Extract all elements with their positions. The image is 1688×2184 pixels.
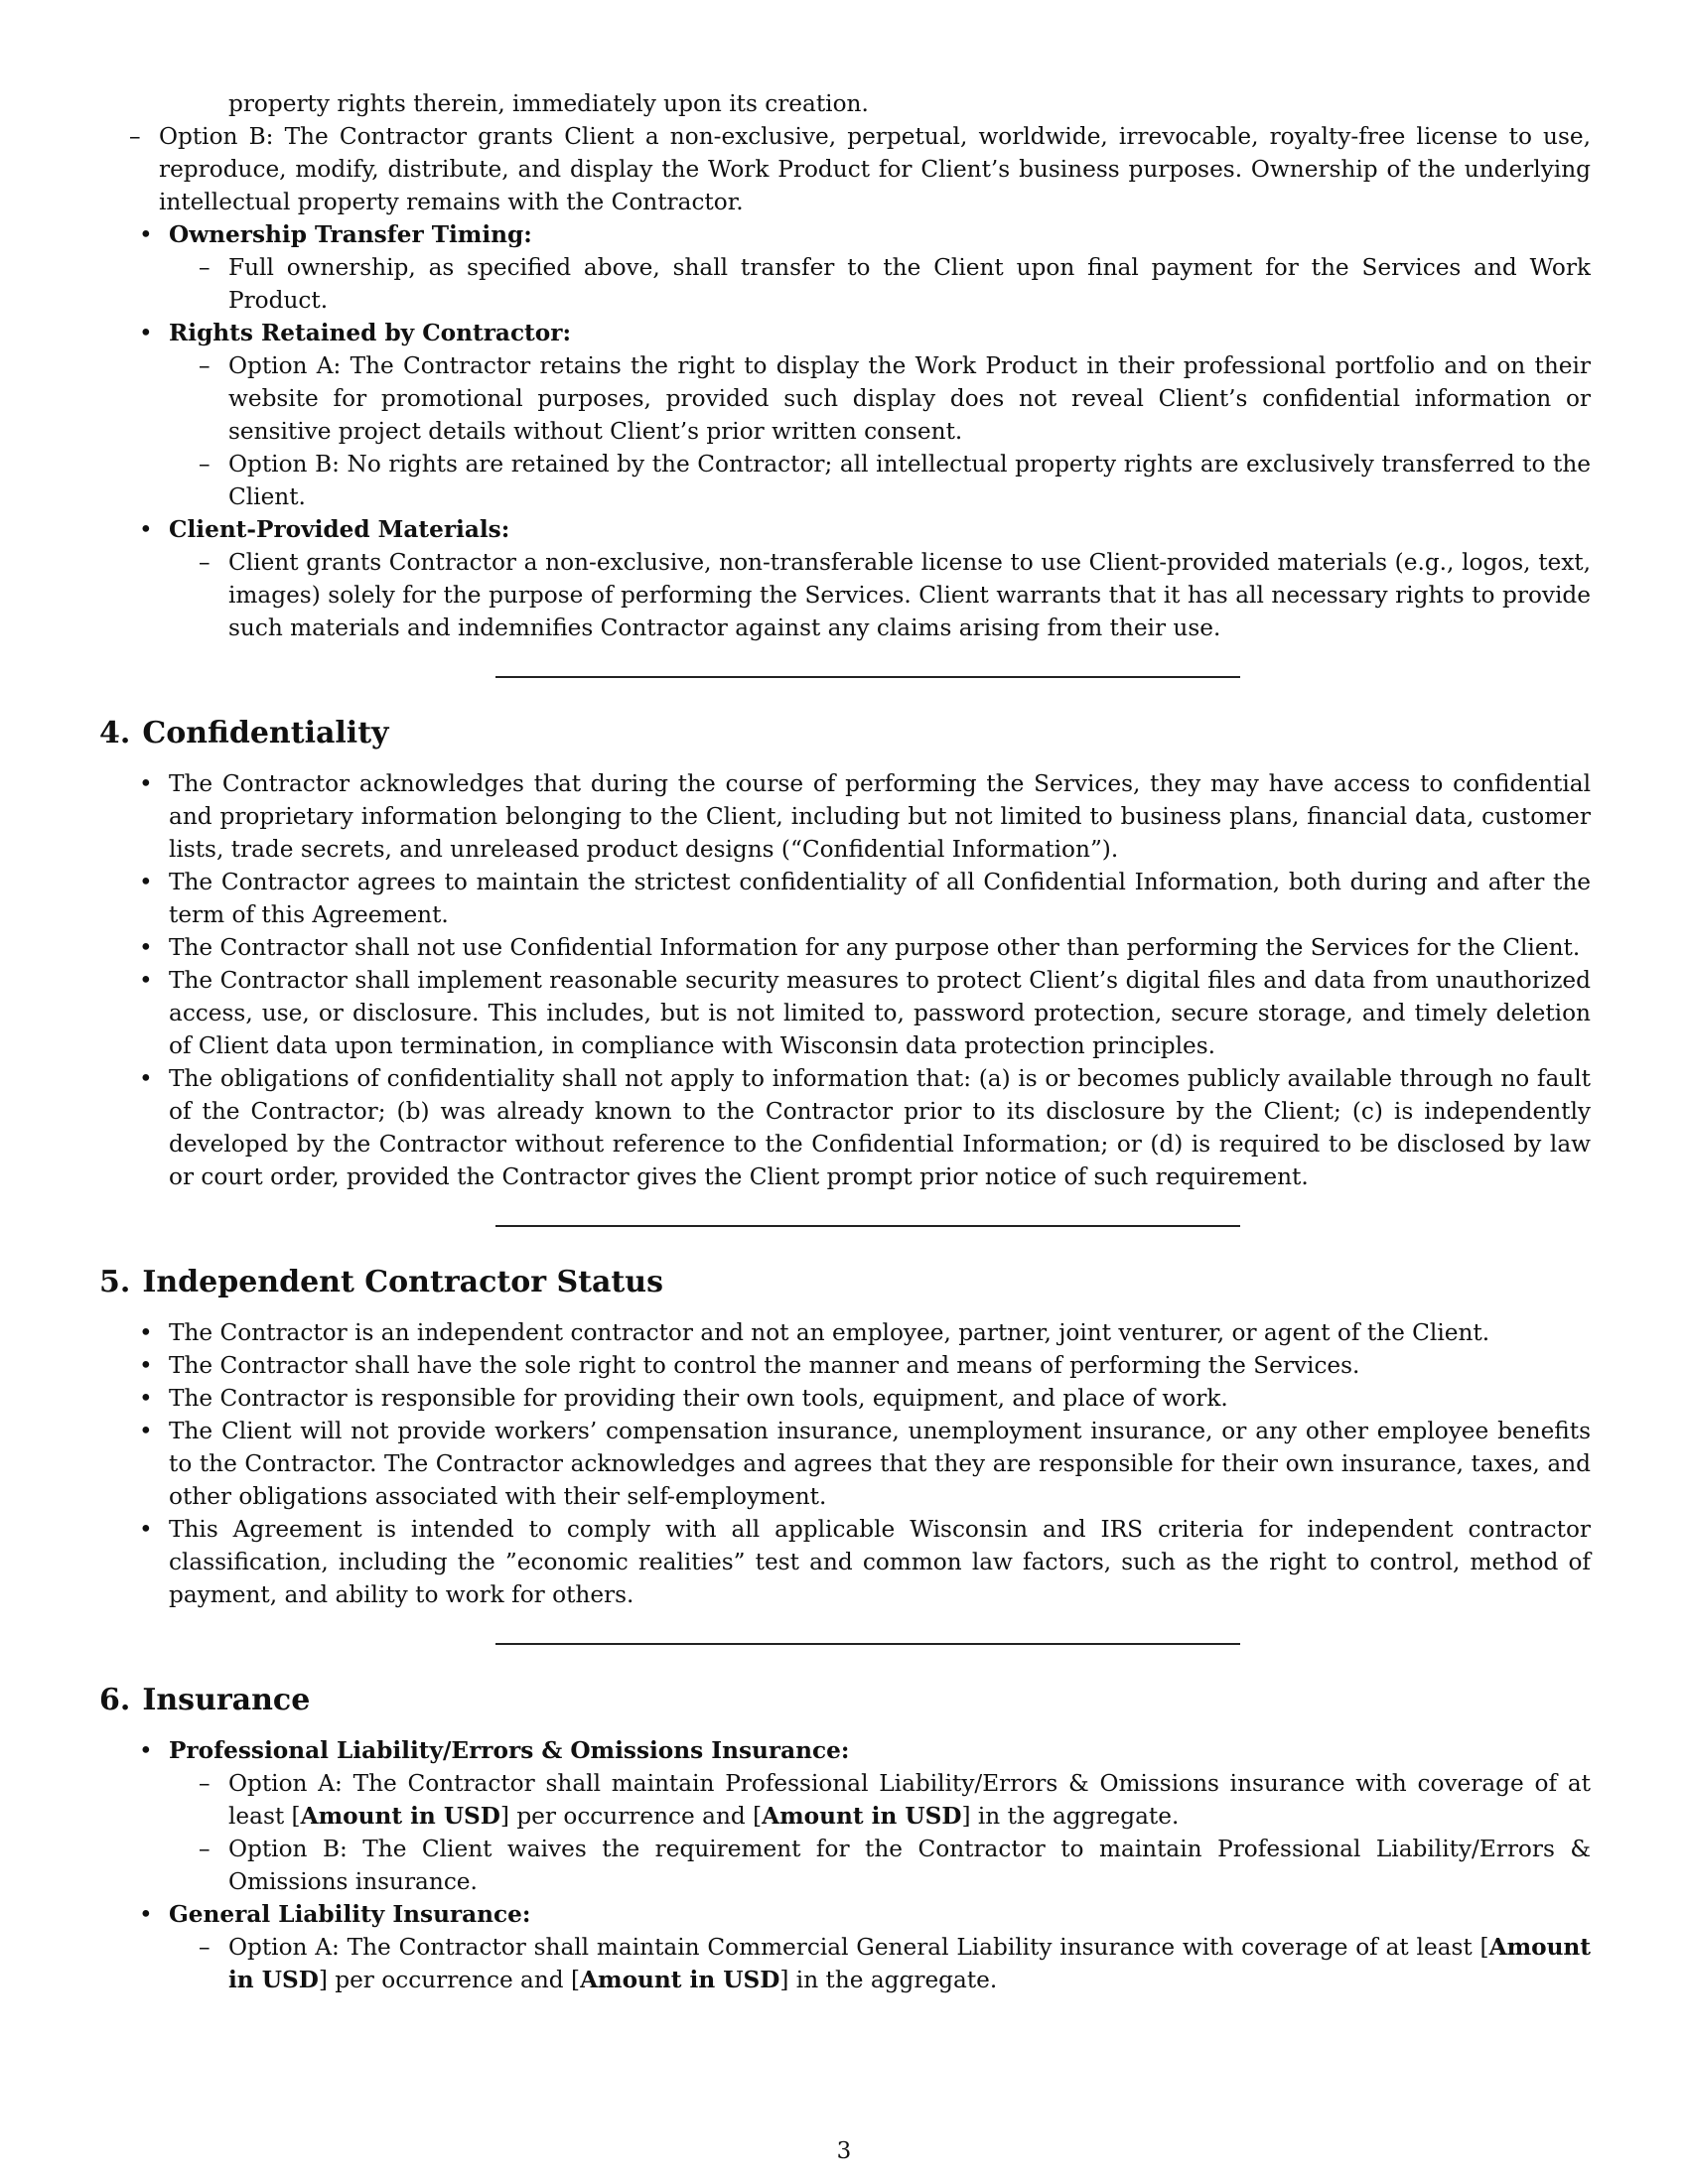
page-number: 3 (836, 2138, 852, 2164)
item-title: Client-Provided Materials: (169, 516, 510, 543)
item-title: Professional Liability/Errors & Omissions Insurance: (169, 1737, 850, 1764)
section-number: 4. (99, 716, 131, 751)
sub-item: – Full ownership, as specified above, shall transfer to the Client upon final payment for the Services and Work Product. (169, 251, 1591, 317)
section-heading-confidentiality (99, 714, 1591, 753)
document-page (99, 87, 1591, 1996)
section-number: 6. (99, 1683, 131, 1717)
item-title: Rights Retained by Contractor: (169, 320, 572, 346)
sub-item: – Option A: The Contractor retains the right to display the Work Product in their professional portfolio and on their website for promotional purposes, provided such display does not reveal Client’s confidential information or sensitive project details without Client’s prior written consent. (169, 349, 1591, 448)
section5-list (99, 1316, 1591, 1611)
sub-item: – Option B: No rights are retained by the Contractor; all intellectual property rights are exclusively transferred to the Client. (169, 448, 1591, 513)
continuation-list (99, 120, 1591, 218)
amount-placeholder: Amount in USD (762, 1803, 962, 1830)
list-item: • The Contractor is an independent contractor and not an employee, partner, joint venturer, or agent of the Client. (99, 1316, 1591, 1349)
amount-placeholder: Amount in USD (228, 1934, 1591, 1993)
list-item: • The Client will not provide workers’ compensation insurance, unemployment insurance, or any other employee benefits to the Contractor. The Contractor acknowledges and agrees that they are responsible for their own insurance, taxes, and other obligations associated with their self-employment. (99, 1415, 1591, 1513)
list-item (99, 1898, 1591, 1996)
item-title: General Liability Insurance: (169, 1901, 531, 1928)
list-item: • The Contractor shall have the sole right to control the manner and means of performing the Services. (99, 1349, 1591, 1382)
list-item (99, 218, 1591, 317)
section-heading-independent-contractor (99, 1263, 1591, 1302)
section-title: Insurance (142, 1683, 311, 1717)
list-item (99, 513, 1591, 644)
amount-placeholder: Amount in USD (300, 1803, 500, 1830)
section3-list (99, 218, 1591, 644)
section-title: Independent Contractor Status (142, 1265, 663, 1299)
section6-list (99, 1734, 1591, 1996)
section-title: Confidentiality (142, 716, 389, 751)
section-divider (495, 1225, 1240, 1227)
section-divider (495, 676, 1240, 678)
section-divider (495, 1643, 1240, 1645)
ip-option-b: – Option B: The Contractor grants Client a non-exclusive, perpetual, worldwide, irrevocable, royalty-free license to use, reproduce, modify, distribute, and display the Work Product for Client’s business purposes. Ownership of the underlying intellectual property remains with the Contractor. (99, 120, 1591, 218)
list-item: • The Contractor shall implement reasonable security measures to protect Client’s digital files and data from unauthorized access, use, or disclosure. This includes, but is not limited to, password protection, secure storage, and timely deletion of Client data upon termination, in compliance with Wisconsin data protection principles. (99, 964, 1591, 1062)
sub-item: – Client grants Contractor a non-exclusive, non-transferable license to use Client-provided materials (e.g., logos, text, images) solely for the purpose of performing the Services. Client warrants that it has all necessary rights to provide such materials and indemnifies Contractor against any claims arising from their use. (169, 546, 1591, 644)
continuation-text: property rights therein, immediately upon its creation. (228, 90, 869, 117)
list-item: • This Agreement is intended to comply with all applicable Wisconsin and IRS criteria for independent contractor classification, including the ”economic realities” test and common law factors, such as the right to control, method of payment, and ability to work for others. (99, 1513, 1591, 1611)
sub-item: – Option A: The Contractor shall maintain Commercial General Liability insurance with coverage of at least [Amount in USD] per occurrence and [Amount in USD] in the aggregate. (169, 1931, 1591, 1996)
list-item: • The Contractor shall not use Confidential Information for any purpose other than performing the Services for the Client. (99, 931, 1591, 964)
item-title: Ownership Transfer Timing: (169, 221, 532, 248)
list-item (99, 317, 1591, 513)
list-item (99, 1734, 1591, 1898)
list-item: • The Contractor is responsible for providing their own tools, equipment, and place of work. (99, 1382, 1591, 1415)
list-item: • The Contractor acknowledges that during the course of performing the Services, they may have access to confidential and proprietary information belonging to the Client, including but not limited to business plans, financial data, customer lists, trade secrets, and unreleased product designs (“Confidential Information”). (99, 767, 1591, 866)
list-item: • The Contractor agrees to maintain the strictest confidentiality of all Confidential Information, both during and after the term of this Agreement. (99, 866, 1591, 931)
section4-list (99, 767, 1591, 1193)
sub-item: – Option A: The Contractor shall maintain Professional Liability/Errors & Omissions insurance with coverage of at least [Amount in USD] per occurrence and [Amount in USD] in the aggregate. (169, 1767, 1591, 1833)
amount-placeholder: Amount in USD (580, 1967, 780, 1993)
section-number: 5. (99, 1265, 131, 1299)
section-heading-insurance (99, 1681, 1591, 1720)
sub-item: – Option B: The Client waives the requirement for the Contractor to maintain Professional Liability/Errors & Omissions insurance. (169, 1833, 1591, 1898)
list-item: • The obligations of confidentiality shall not apply to information that: (a) is or becomes publicly available through no fault of the Contractor; (b) was already known to the Contractor prior to its disclosure by the Client; (c) is independently developed by the Contractor without reference to the Confidential Information; or (d) is required to be disclosed by law or court order, provided the Contractor gives the Client prompt prior notice of such requirement. (99, 1062, 1591, 1193)
